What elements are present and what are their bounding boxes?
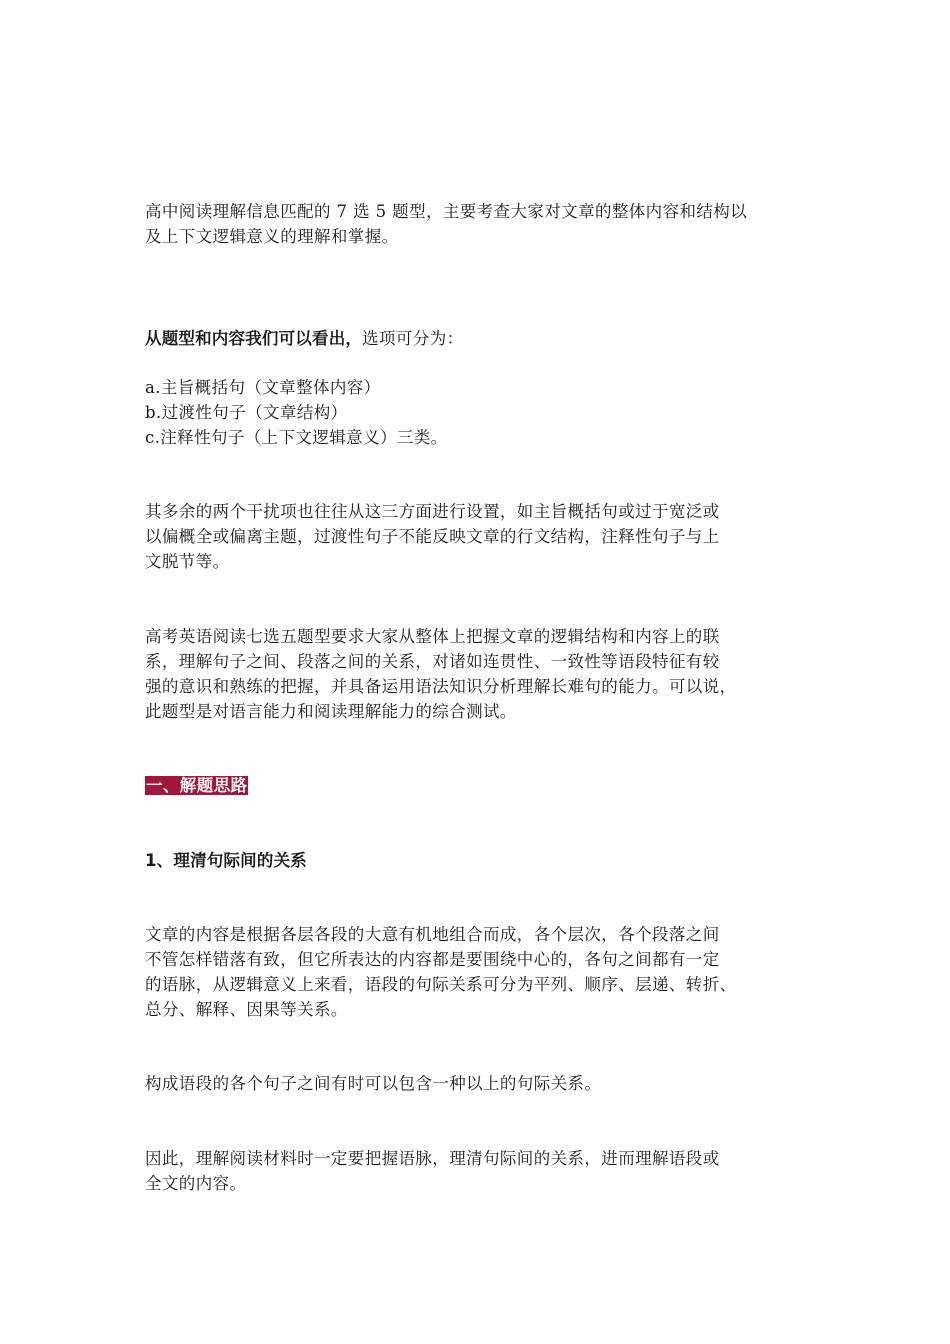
- conclusion-line-1: 因此，理解阅读材料时一定要把握语脉，理清句际间的关系，进而理解语段或: [145, 1149, 720, 1168]
- option-a: a.主旨概括句（文章整体内容）: [145, 378, 381, 397]
- options-list: [145, 375, 825, 450]
- gaokao-line-2: 系，理解句子之间、段落之间的关系，对诸如连贯性、一致性等语段特征有较: [145, 652, 720, 671]
- conclusion-line-2: 全文的内容。: [145, 1174, 247, 1193]
- options-heading-bold: 从题型和内容我们可以看出，: [145, 329, 363, 348]
- section-heading-text: 一、解题思路: [146, 776, 248, 795]
- multiple-line: 构成语段的各个句子之间有时可以包含一种以上的句际关系。: [145, 1074, 602, 1093]
- options-heading-normal: 选项可分为：: [362, 329, 464, 348]
- distractors-paragraph: [145, 499, 825, 574]
- relations-line-1: 文章的内容是根据各层各段的大意有机地组合而成，各个层次，各个段落之间: [145, 925, 720, 944]
- relations-paragraph: [145, 922, 825, 1022]
- option-b: b.过渡性句子（文章结构）: [145, 403, 348, 422]
- distractors-line-2: 以偏概全或偏离主题，过渡性句子不能反映文章的行文结构，注释性句子与上: [145, 527, 720, 546]
- conclusion-paragraph: [145, 1146, 825, 1196]
- gaokao-line-3: 强的意识和熟练的把握，并具备运用语法知识分析理解长难句的能力。可以说，: [145, 677, 737, 696]
- subheading: [145, 848, 825, 873]
- gaokao-line-4: 此题型是对语言能力和阅读理解能力的综合测试。: [145, 702, 517, 721]
- subheading-text: 1、理清句际间的关系: [145, 851, 307, 870]
- relations-line-3: 的语脉，从逻辑意义上来看，语段的句际关系可分为平列、顺序、层递、转折、: [145, 975, 737, 994]
- intro-line-1: 高中阅读理解信息匹配的 7 选 5 题型，主要考查大家对文章的整体内容和结构以: [145, 202, 748, 221]
- relations-line-4: 总分、解释、因果等关系。: [145, 1000, 348, 1019]
- relations-line-2: 不管怎样错落有致，但它所表达的内容都是要围绕中心的，各句之间都有一定: [145, 950, 720, 969]
- intro-paragraph: [145, 199, 825, 249]
- gaokao-line-1: 高考英语阅读七选五题型要求大家从整体上把握文章的逻辑结构和内容上的联: [145, 627, 720, 646]
- multiple-paragraph: [145, 1071, 825, 1096]
- intro-line-2: 及上下文逻辑意义的理解和掌握。: [145, 227, 399, 246]
- section-heading: [145, 773, 825, 798]
- gaokao-paragraph: [145, 624, 825, 724]
- distractors-line-1: 其多余的两个干扰项也往往从这三方面进行设置，如主旨概括句或过于宽泛或: [145, 502, 720, 521]
- option-c: c.注释性句子（上下文逻辑意义）三类。: [145, 428, 448, 447]
- options-heading: [145, 326, 825, 351]
- distractors-line-3: 文脱节等。: [145, 552, 230, 571]
